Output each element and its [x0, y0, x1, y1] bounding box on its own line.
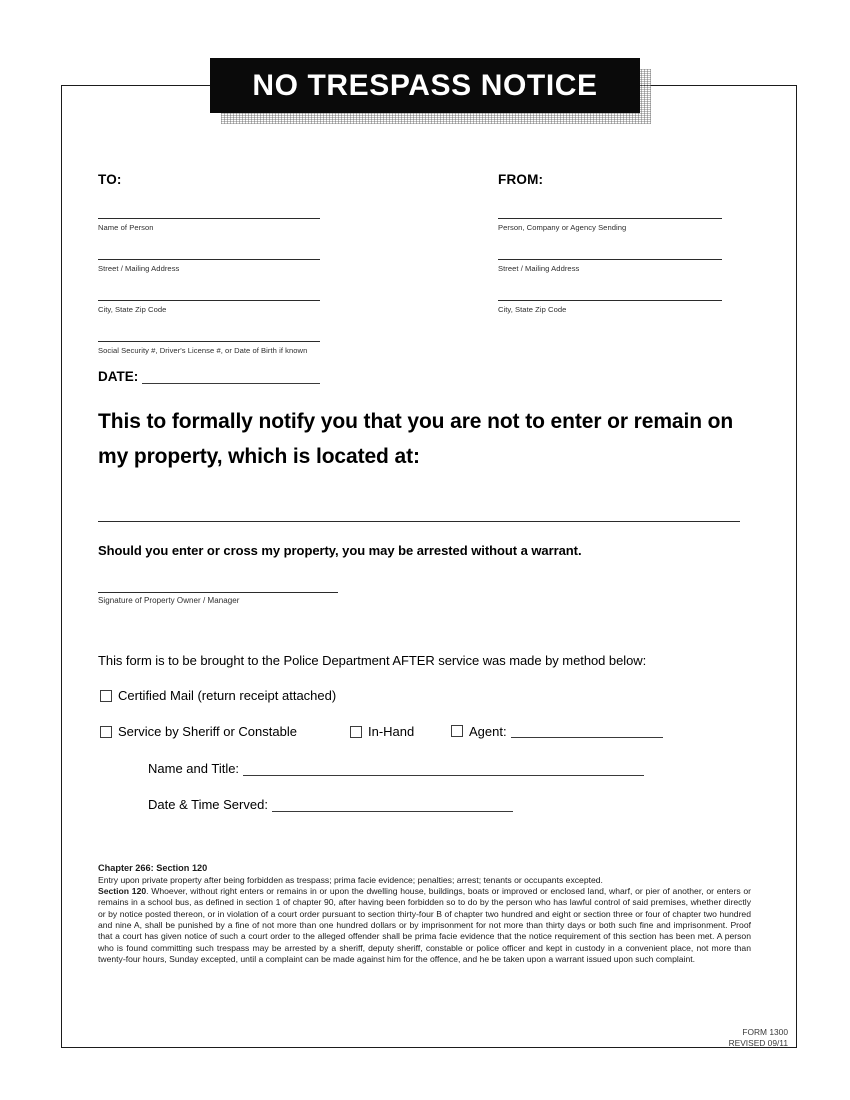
- recipient-street-label: Street / Mailing Address: [98, 264, 180, 273]
- checkbox-in-hand[interactable]: [350, 726, 362, 738]
- date-time-served-label: Date & Time Served:: [148, 797, 268, 812]
- date-time-served-blank[interactable]: [272, 800, 513, 812]
- option-agent-label: Agent:: [469, 724, 507, 739]
- notice-header: [210, 58, 640, 113]
- option-agent[interactable]: [451, 725, 663, 738]
- banner-block: [210, 58, 640, 113]
- checkbox-service-by-sheriff[interactable]: [100, 726, 112, 738]
- recipient-id-rule: [98, 341, 320, 342]
- date-field[interactable]: [98, 369, 320, 384]
- legal-section-body: [98, 886, 751, 965]
- property-address-blank[interactable]: [98, 521, 740, 522]
- sender-name-label: Person, Company or Agency Sending: [498, 223, 627, 232]
- option-in-hand-label: In-Hand: [368, 724, 415, 739]
- option-in-hand[interactable]: [350, 725, 414, 738]
- recipient-name-label: Name of Person: [98, 223, 154, 232]
- legal-chapter-heading: [98, 863, 751, 874]
- option-certified-mail[interactable]: [100, 689, 336, 702]
- recipient-street-rule: [98, 259, 320, 260]
- signature-blank[interactable]: [98, 592, 338, 593]
- option-service-by-sheriff[interactable]: [100, 725, 297, 738]
- notice-statement: This to formally notify you that you are not to enter or remain on my property, which is located at:: [98, 410, 734, 468]
- legal-chapter-heading-text: Chapter 266: Section 120: [98, 863, 208, 873]
- recipient-heading: TO:: [98, 172, 122, 187]
- sender-city-label: City, State Zip Code: [498, 305, 567, 314]
- warrant-notice: Should you enter or cross my property, you may be arrested without a warrant.: [98, 543, 582, 558]
- option-certified-mail-label: Certified Mail (return receipt attached): [118, 688, 337, 703]
- form-number: FORM 1300: [742, 1027, 788, 1037]
- notice-title: NO TRESPASS NOTICE: [252, 68, 598, 102]
- date-input-blank[interactable]: [142, 371, 320, 384]
- recipient-name-rule: [98, 218, 320, 219]
- date-time-served-field[interactable]: [148, 797, 513, 812]
- recipient-city-rule: [98, 300, 320, 301]
- sender-name-rule: [498, 218, 722, 219]
- legal-section-label: Section 120: [98, 886, 147, 897]
- recipient-city-label: City, State Zip Code: [98, 305, 167, 314]
- legal-summary: Entry upon private property after being forbidden as trespass; prima facie evidence; penalties; arrest; tenants or occupants excepted.: [98, 874, 603, 885]
- checkbox-agent[interactable]: [451, 725, 463, 737]
- legal-section-text: . Whoever, without right enters or remains in or upon the dwelling house, buildings, boats or improved or enclosed land, wharf, or pier of another, or enters or remains in a school bus, as defined in section 1 of chapter 90, after having been forbidden so to do by the person who has lawful control of said premises, whether directly or by notice posted thereon, or in violation of a court order pursuant to section thirty-four B of chapter two hundred and eight or section three or four of chapter two hundred and nine A, shall be punished by a fine of not more than one hundred dollars or by imprisonment for not more than thirty days or both such fine and imprisonment. Proof that a court has given notice of such a court order to the alleged offender shall be prima facie evidence that the notice requirement of this section has been met. A person who is found committing such trespass may be arrested by a sheriff, deputy sheriff, constable or police officer and kept in custody in a convenient place, not more than twenty-four hours, Sunday excepted, until a complaint can be made against him for the offence, and he be taken upon a warrant issued upon such complaint.: [98, 886, 751, 964]
- name-and-title-blank[interactable]: [243, 764, 644, 776]
- recipient-id-label: Social Security #, Driver's License #, or Date of Birth if known: [98, 346, 308, 355]
- name-and-title-field[interactable]: [148, 761, 644, 776]
- sender-street-rule: [498, 259, 722, 260]
- legal-text-block: [98, 863, 751, 965]
- agent-name-blank[interactable]: [511, 726, 663, 738]
- form-footer: [729, 1027, 788, 1049]
- date-label: DATE:: [98, 369, 139, 384]
- sender-heading: FROM:: [498, 172, 544, 187]
- form-revision: REVISED 09/11: [728, 1038, 788, 1048]
- sender-city-rule: [498, 300, 722, 301]
- sender-street-label: Street / Mailing Address: [498, 264, 580, 273]
- name-and-title-label: Name and Title:: [148, 761, 240, 776]
- signature-label: Signature of Property Owner / Manager: [98, 596, 240, 605]
- checkbox-certified-mail[interactable]: [100, 690, 112, 702]
- option-service-by-sheriff-label: Service by Sheriff or Constable: [118, 724, 297, 739]
- service-instructions: This form is to be brought to the Police Department AFTER service was made by method below:: [98, 653, 647, 668]
